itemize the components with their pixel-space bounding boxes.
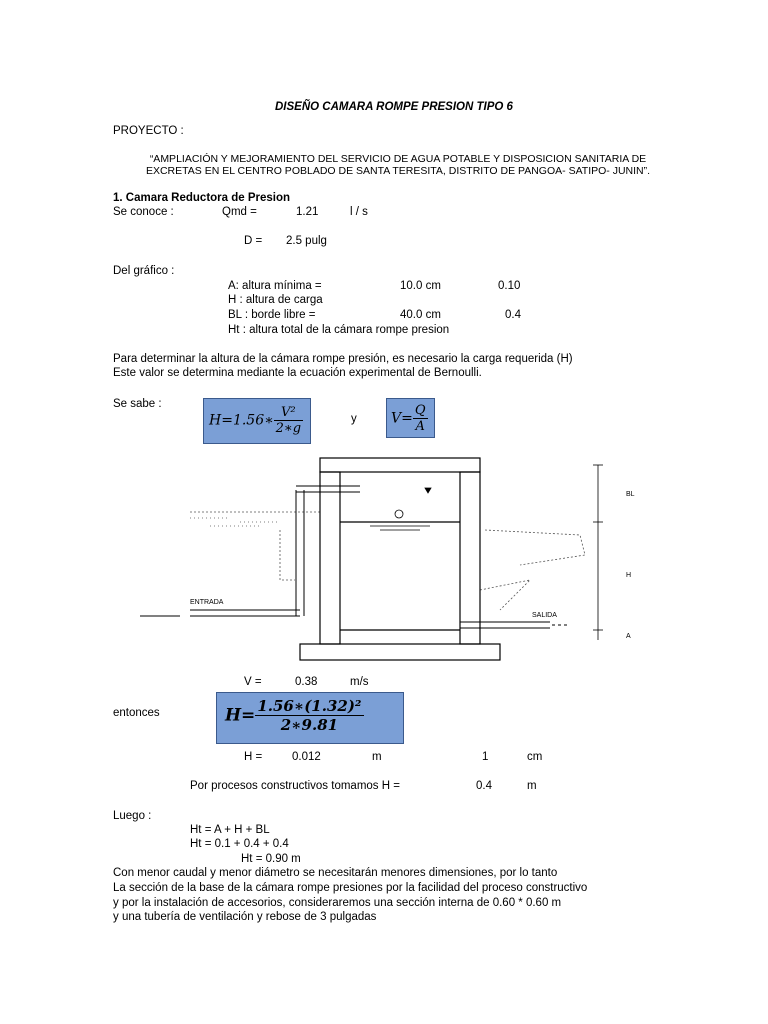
water-level bbox=[370, 488, 431, 530]
a-m: 0.10 bbox=[498, 280, 521, 292]
final-line-3: y por la instalación de accesorios, consideraremos una sección interna de 0.60 * 0.60 m bbox=[113, 897, 562, 909]
h-result-cm-unit: cm bbox=[527, 751, 543, 763]
proyecto-line-2: EXCRETAS EN EL CENTRO POBLADO DE SANTA TERESITA, DISTRITO DE PANGOA- SATIPO- JUNIN”. bbox=[145, 165, 651, 177]
y-conjunction: y bbox=[351, 413, 357, 425]
qmd-value: 1.21 bbox=[296, 206, 319, 218]
del-grafico-label: Del gráfico : bbox=[113, 265, 175, 277]
formula-calc-lhs: H= bbox=[225, 705, 256, 726]
final-line-1: Con menor caudal y menor diámetro se necesitarán menores dimensiones, por lo tanto bbox=[113, 867, 558, 879]
h-label: H : altura de carga bbox=[228, 294, 323, 306]
entonces-label: entonces bbox=[113, 707, 160, 719]
formula-v-den: A bbox=[415, 419, 425, 434]
terrain-right bbox=[480, 530, 585, 610]
luego-label: Luego : bbox=[113, 810, 152, 822]
d-value: 2.5 pulg bbox=[286, 235, 327, 247]
formula-head-loss bbox=[203, 398, 311, 444]
formula-v-num: Q bbox=[414, 403, 426, 418]
diagram-label-a: A bbox=[626, 633, 631, 640]
ht-equation-2: Ht = 0.1 + 0.4 + 0.4 bbox=[190, 838, 289, 850]
a-label: A: altura mínima = bbox=[228, 280, 322, 292]
chamber-section-diagram bbox=[120, 450, 640, 665]
h-result-unit: m bbox=[372, 751, 382, 763]
qmd-label: Qmd = bbox=[222, 206, 257, 218]
v-value: 0.38 bbox=[295, 676, 318, 688]
terrain-left bbox=[190, 512, 320, 580]
v-label: V = bbox=[244, 676, 262, 688]
formula-h-num: V² bbox=[274, 405, 303, 421]
se-sabe-label: Se sabe : bbox=[113, 398, 162, 410]
bl-cm: 40.0 cm bbox=[400, 309, 441, 321]
formula-velocity bbox=[386, 398, 435, 438]
final-line-4: y una tubería de ventilación y rebose de 3 pulgadas bbox=[113, 911, 377, 923]
formula-calc-den: 2∗9.81 bbox=[280, 716, 339, 734]
qmd-unit: l / s bbox=[350, 206, 368, 218]
a-cm: 10.0 cm bbox=[400, 280, 441, 292]
d-label: D = bbox=[244, 235, 263, 247]
h-result-label: H = bbox=[244, 751, 263, 763]
procesos-unit: m bbox=[527, 780, 537, 792]
bl-label: BL : borde libre = bbox=[228, 309, 316, 321]
diagram-label-h: H bbox=[626, 572, 632, 579]
paragraph-1: Para determinar la altura de la cámara rompe presión, es necesario la carga requerida (H) bbox=[113, 353, 573, 365]
diagram-label-salida: SALIDA bbox=[532, 612, 557, 619]
inlet-pipe bbox=[140, 486, 360, 616]
chamber-structure bbox=[300, 458, 500, 660]
dimension-line bbox=[593, 465, 603, 640]
proyecto-label: PROYECTO : bbox=[113, 125, 184, 137]
section-heading: 1. Camara Reductora de Presion bbox=[113, 192, 291, 204]
formula-h-lhs: H=1.56∗ bbox=[209, 412, 274, 429]
diagram-label-bl: BL bbox=[626, 491, 635, 498]
bl-m: 0.4 bbox=[505, 309, 521, 321]
v-unit: m/s bbox=[350, 676, 369, 688]
h-result-cm-value: 1 bbox=[482, 751, 489, 763]
paragraph-2: Este valor se determina mediante la ecuación experimental de Bernoulli. bbox=[113, 367, 482, 379]
ht-label: Ht : altura total de la cámara rompe presion bbox=[228, 324, 450, 336]
page-title: DISEÑO CAMARA ROMPE PRESION TIPO 6 bbox=[275, 101, 513, 113]
ht-equation-3: Ht = 0.90 m bbox=[241, 853, 301, 865]
procesos-text: Por procesos constructivos tomamos H = bbox=[190, 780, 400, 792]
formula-h-den: 2∗g bbox=[275, 421, 302, 436]
outlet-pipe bbox=[460, 622, 570, 628]
h-result-value: 0.012 bbox=[292, 751, 321, 763]
formula-head-calc bbox=[216, 692, 404, 744]
formula-v-lhs: V= bbox=[391, 410, 413, 427]
diagram-label-entrada: ENTRADA bbox=[190, 599, 224, 606]
se-conoce-label: Se conoce : bbox=[113, 206, 174, 218]
proyecto-line-1: “AMPLIACIÓN Y MEJORAMIENTO DEL SERVICIO DE AGUA POTABLE Y DISPOSICION SANITARIA DE bbox=[149, 153, 647, 165]
formula-calc-num: 1.56∗(1.32)² bbox=[257, 697, 362, 715]
procesos-value: 0.4 bbox=[476, 780, 492, 792]
ht-equation-1: Ht = A + H + BL bbox=[190, 824, 270, 836]
final-line-2: La sección de la base de la cámara rompe presiones por la facilidad del proceso constructivo bbox=[113, 882, 588, 894]
